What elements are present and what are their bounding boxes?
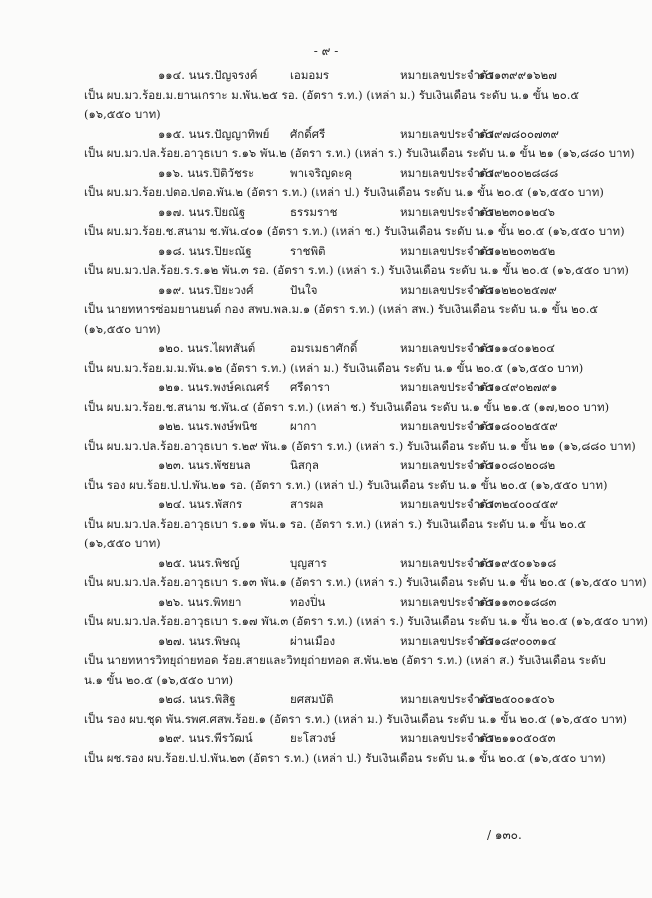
cadet-surname: พาเจริญดะคุ [290, 165, 353, 180]
id-label: หมายเลขประจำตัว [400, 282, 494, 297]
id-number: ๑๔๓๒๔๐๐๔๕๙ [478, 497, 559, 511]
appointment-text: เป็น นายทหารวิทยุถ่ายทอด ร้อย.สายและวิทยุถ่ายทอด ส.พัน.๒๒ (อัตรา ร.ท.) (เหล่า ส.) รับเงินเดือน ระดับ [84, 653, 606, 667]
appointment-text: เป็น ผบ.มว.ร้อย.ช.สนาม ช.พัน.๔๐๑ (อัตรา ร.ท.) (เหล่า ช.) รับเงินเดือน ระดับ น.๑ ขั้น ๒๐.๕ (๑๖,๕๕๐ บาท) [84, 224, 625, 238]
appointment-text: เป็น ผบ.มว.ปล.ร้อย.อาวุธเบา ร.๑๖ พัน.๒ (อัตรา ร.ท.) (เหล่า ร.) รับเงินเดือน ระดับ น.๑ ขั้น ๒๑ (๑๖,๘๘๐ บาท) [84, 146, 635, 160]
id-number: ๑๕๑๓๙๙๑๖๒๗ [478, 68, 557, 82]
id-label: หมายเลขประจำตัว [400, 68, 494, 82]
cadet-surname: ยศสมบัติ [290, 692, 334, 706]
cadet-name: ๑๒๕. นนร.พิชญ์ [158, 555, 240, 570]
list-item [0, 554, 652, 593]
cadet-name: ๑๒๔. นนร.พัสกร [158, 497, 243, 511]
cadet-name: ๑๑๕. นนร.ปัญญาทิพย์ [158, 126, 270, 141]
id-number: ๑๕๑๐๘๐๒๐๘๒ [478, 458, 556, 472]
entry-header [0, 554, 652, 574]
id-number: ๑๕๑๑๔๐๑๒๐๔ [478, 341, 555, 355]
list-item [0, 729, 652, 768]
cadet-surname: ธรรมราช [290, 204, 338, 219]
appointment-text: เป็น ผบ.มว.ปล.ร้อย.ร.ร.๑๒ พัน.๓ รอ. (อัตรา ร.ท.) (เหล่า ร.) รับเงินเดือน ระดับ น.๑ ขั้น ๒๐.๕ (๑๖,๕๕๐ บาท) [84, 263, 629, 277]
appointment-text-continued: (๑๖,๕๕๐ บาท) [84, 107, 161, 121]
appointment-text: เป็น รอง ผบ.ร้อย.ป.ป.พัน.๒๑ รอ. (อัตรา ร.ท.) (เหล่า ป.) รับเงินเดือน ระดับ น.๑ ขั้น ๒๐.๕ (๑๖,๕๕๐ บาท) [84, 477, 608, 492]
entry-header [0, 593, 652, 613]
entry-header [0, 456, 652, 476]
appointment-text: เป็น รอง ผบ.ชุด พัน.รพศ.ศสพ.ร้อย.๑ (อัตรา ร.ท.) (เหล่า ม.) รับเงินเดือน ระดับ น.๑ ขั้น ๒๐.๕ (๑๖,๕๕๐ บาท) [84, 711, 628, 726]
list-item [0, 339, 652, 378]
id-label: หมายเลขประจำตัว [400, 692, 494, 706]
id-number: ๑๕๑๑๓๐๑๘๘๓ [478, 594, 557, 609]
cadet-name: ๑๑๔. นนร.ปัญจรงค์ [158, 68, 258, 82]
list-item [0, 242, 652, 281]
id-label: หมายเลขประจำตัว [400, 204, 494, 219]
appointment-text: เป็น ผบ.มว.ปล.ร้อย.อาวุธเบา ร.๑๗ พัน.๓ (อัตรา ร.ท.) (เหล่า ร.) รับเงินเดือน ระดับ น.๑ ขั้น ๒๐.๕ (๑๖,๕๕๐ บาท) [84, 614, 648, 628]
cadet-name: ๑๒๒. นนร.พงษ์พนิช [158, 419, 258, 433]
cadet-name: ๑๑๖. นนร.ปิติวัชระ [158, 165, 255, 180]
cadet-surname: ยะโสวงษ์ [290, 731, 336, 745]
appointment-text: เป็น นายทหารซ่อมยานยนต์ กอง สพบ.พล.ม.๑ (อัตรา ร.ท.) (เหล่า สพ.) รับเงินเดือน ระดับ น.๑ ขั้น ๒๐.๕ [84, 302, 599, 316]
id-label: หมายเลขประจำตัว [400, 165, 494, 180]
appointment-text: เป็น ผช.รอง ผบ.ร้อย.ป.ป.พัน.๒๓ (อัตรา ร.ท.) (เหล่า ป.) รับเงินเดือน ระดับ น.๑ ขั้น ๒๐.๕ (๑๖,๕๕๐ บาท) [84, 750, 606, 765]
list-item [0, 203, 652, 242]
entry-header [0, 495, 652, 515]
entry-header [0, 632, 652, 652]
page-number: - ๙ - [313, 44, 339, 58]
list-item [0, 632, 652, 691]
cadet-name: ๑๒๑. นนร.พงษ์คเณศร์ [158, 380, 270, 394]
cadet-surname: ปันใจ [290, 282, 318, 297]
entry-header [0, 339, 652, 359]
entry-header [0, 281, 652, 301]
id-number: ๑๕๑๔๙๐๒๗๙๑ [478, 380, 558, 394]
id-label: หมายเลขประจำตัว [400, 731, 494, 745]
entry-list [0, 66, 652, 768]
appointment-text: เป็น ผบ.มว.ปล.ร้อย.อาวุธเบา ร.๑๑ พัน.๑ รอ. (อัตรา ร.ท.) (เหล่า ร.) รับเงินเดือน ระดับ น.๑ ขั้น ๒๐.๕ [84, 516, 587, 531]
entry-header [0, 690, 652, 710]
cadet-name: ๑๒๐. นนร.ไผทสันต์ [158, 341, 256, 355]
cadet-surname: อมรเมธาศักดิ์ [290, 341, 358, 355]
cadet-name: ๑๒๖. นนร.พิทยา [158, 594, 242, 609]
id-label: หมายเลขประจำตัว [400, 243, 494, 258]
id-label: หมายเลขประจำตัว [400, 633, 494, 648]
list-item [0, 378, 652, 417]
cadet-name: ๑๒๙. นนร.พีรวัฒน์ [158, 731, 253, 745]
cadet-surname: ศักดิ์ศรี [290, 126, 326, 141]
cadet-surname: ผากา [290, 419, 317, 433]
id-number: ๑๕๑๘๐๐๒๕๕๙ [478, 419, 558, 433]
entry-header [0, 242, 652, 262]
id-label: หมายเลขประจำตัว [400, 458, 494, 472]
list-item [0, 456, 652, 495]
appointment-text: เป็น ผบ.มว.ร้อย.ปตอ.ปตอ.พัน.๒ (อัตรา ร.ท.) (เหล่า ป.) รับเงินเดือน ระดับ น.๑ ขั้น ๒๐.๕ (๑๖,๕๕๐ บาท) [84, 185, 604, 199]
id-number: ๑๕๒๑๑๐๕๐๕๓ [478, 731, 556, 745]
next-page-reference: / ๑๓๐. [487, 828, 522, 842]
id-number: ๑๕๑๒๒๐๒๕๗๙ [478, 282, 557, 297]
appointment-text-continued: (๑๖,๕๕๐ บาท) [84, 321, 161, 336]
list-item [0, 495, 652, 554]
list-item [0, 66, 652, 125]
entry-header [0, 417, 652, 437]
appointment-text: เป็น ผบ.มว.ร้อย.ม.ม.พัน.๑๒ (อัตรา ร.ท.) (เหล่า ม.) รับเงินเดือน ระดับ น.๑ ขั้น ๒๐.๕ (๑๖,๕๕๐ บาท) [84, 360, 584, 375]
cadet-surname: เอมอมร [290, 68, 330, 82]
cadet-surname: นิสกุล [290, 458, 319, 472]
id-number: ๑๔๙๗๘๐๐๗๓๙ [478, 126, 559, 141]
entry-header [0, 164, 652, 184]
id-number: ๑๕๑๒๒๐๓๒๕๒ [478, 243, 556, 258]
list-item [0, 417, 652, 456]
appointment-text-continued: (๑๖,๕๕๐ บาท) [84, 536, 161, 550]
list-item [0, 593, 652, 632]
appointment-text: เป็น ผบ.มว.ปล.ร้อย.อาวุธเบา ร.๒๙ พัน.๑ (อัตรา ร.ท.) (เหล่า ร.) รับเงินเดือน ระดับ น.๑ ขั้น ๒๑ (๑๖,๘๘๐ บาท) [84, 438, 636, 453]
entry-header [0, 203, 652, 223]
id-label: หมายเลขประจำตัว [400, 555, 494, 570]
list-item [0, 690, 652, 729]
cadet-surname: บุญสาร [290, 555, 327, 570]
entry-header [0, 729, 652, 749]
id-label: หมายเลขประจำตัว [400, 380, 494, 394]
id-label: หมายเลขประจำตัว [400, 126, 494, 141]
cadet-surname: ทองปิ่น [290, 594, 326, 609]
appointment-text-continued: น.๑ ขั้น ๒๐.๕ (๑๖,๕๕๐ บาท) [84, 672, 234, 687]
id-label: หมายเลขประจำตัว [400, 341, 494, 355]
list-item [0, 281, 652, 340]
appointment-text: เป็น ผบ.มว.ร้อย.ช.สนาม ช.พัน.๔ (อัตรา ร.ท.) (เหล่า ช.) รับเงินเดือน ระดับ น.๑ ขั้น ๒๑.๕ (๑๗,๒๐๐ บาท) [84, 399, 610, 414]
id-number: ๑๕๑๘๙๐๐๓๑๔ [478, 633, 557, 648]
id-number: ๑๕๒๒๓๐๑๒๔๖ [478, 204, 555, 219]
entry-header [0, 125, 652, 145]
appointment-text: เป็น ผบ.มว.ปล.ร้อย.อาวุธเบา ร.๑๓ พัน.๑ (อัตรา ร.ท.) (เหล่า ร.) รับเงินเดือน ระดับ น.๑ ขั้น ๒๐.๕ (๑๖,๕๕๐ บาท) [84, 575, 647, 589]
cadet-surname: สารผล [290, 497, 324, 511]
cadet-surname: ศรีดารา [290, 380, 331, 394]
cadet-surname: ราชพิติ [290, 243, 326, 258]
list-item [0, 125, 652, 164]
id-label: หมายเลขประจำตัว [400, 594, 494, 609]
id-label: หมายเลขประจำตัว [400, 497, 494, 511]
id-label: หมายเลขประจำตัว [400, 419, 494, 433]
appointment-text: เป็น ผบ.มว.ร้อย.ม.ยานเกราะ ม.พัน.๒๕ รอ. (อัตรา ร.ท.) (เหล่า ม.) รับเงินเดือน ระดับ น.๑ ขั้น ๒๐.๕ [84, 87, 580, 102]
cadet-name: ๑๒๓. นนร.พัชยนล [158, 458, 251, 472]
entry-header [0, 378, 652, 398]
cadet-name: ๑๒๘. นนร.พิสิฐ [158, 692, 236, 706]
id-number: ๑๔๙๒๐๐๒๘๘๘ [478, 165, 559, 180]
cadet-surname: ผ่านเมือง [290, 633, 336, 648]
cadet-name: ๑๑๗. นนร.ปิยณัฐ [158, 204, 246, 219]
id-number: ๑๕๑๙๕๐๑๖๑๘ [478, 555, 557, 570]
id-number: ๑๕๒๕๐๐๑๕๐๖ [478, 692, 555, 706]
entry-header [0, 66, 652, 86]
cadet-name: ๑๒๗. นนร.พิษณุ [158, 633, 241, 648]
list-item [0, 164, 652, 203]
cadet-name: ๑๑๘. นนร.ปิยะณัฐ [158, 243, 252, 258]
cadet-name: ๑๑๙. นนร.ปิยะวงศ์ [158, 282, 254, 297]
